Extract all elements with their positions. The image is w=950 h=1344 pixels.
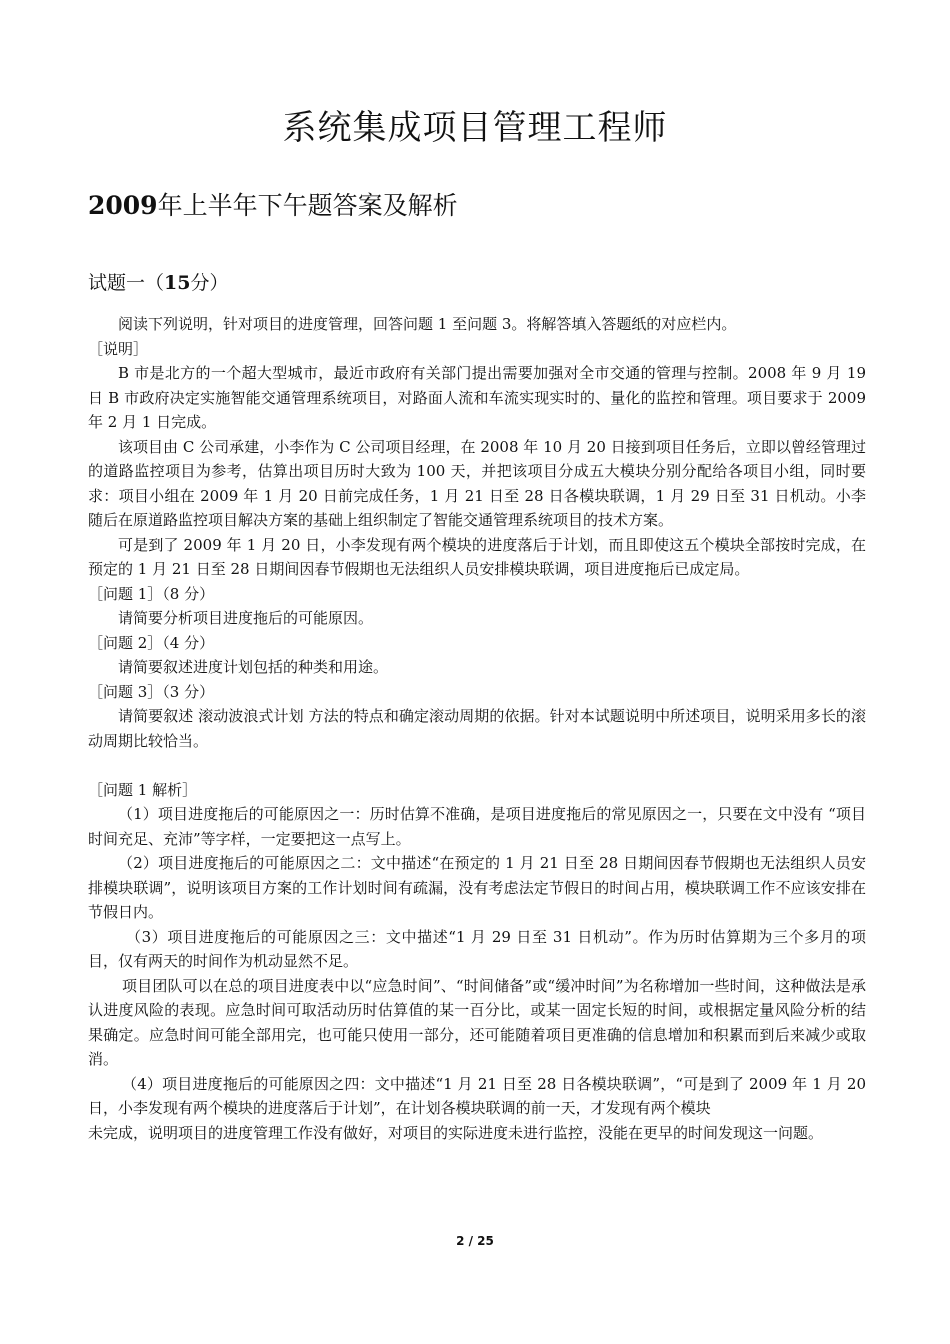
analysis-point-1: （1）项目进度拖后的可能原因之一：历时估算不准确，是项目进度拖后的常见原因之一，只要在文中没有 “项目时间充足、充沛”等字样，一定要把这一点写上。 xyxy=(88,805,866,848)
question-3-label: ［问题 3］（3 分） xyxy=(88,682,215,701)
question-heading xyxy=(88,268,228,295)
question-heading-end: 分） xyxy=(190,272,229,294)
analysis-point-3: （3）项目进度拖后的可能原因之三：文中描述“1 月 29 日至 31 日机动”。作为历时估算期为三个多月的项目，仅有两天的时间作为机动显然不足。 xyxy=(88,927,866,970)
spacer xyxy=(88,753,866,778)
explain-label: ［说明］ xyxy=(88,339,149,358)
scenario-paragraph-2: 该项目由 C 公司承建，小李作为 C 公司项目经理，在 2008 年 10 月 20 日接到项目任务后，立即以曾经管理过的道路监控项目为参考，估算出项目历时大致为 100 天，并把该项目分成五大模块分别分配给各项目小组，同时要求：项目小组在 2009 年 1 月 20 日前完成任务，1 月 21 日至 28 日各模块联调，1 月 29 日至 31 日机动。小李随后在原道路监控项目解决方案的基础上组织制定了智能交通管理系统项目的技术方案。 xyxy=(88,437,866,529)
document-body xyxy=(88,312,866,1145)
question-2-label: ［问题 2］（4 分） xyxy=(88,633,215,652)
question-heading-label: 试题一（ xyxy=(88,272,165,294)
page-number: 2 / 25 xyxy=(456,1234,494,1248)
question-2-text: 请简要叙述进度计划包括的种类和用途。 xyxy=(118,658,389,676)
analysis-point-4: （4）项目进度拖后的可能原因之四：文中描述“1 月 21 日至 28 日各模块联调”，“可是到了 2009 年 1 月 20 日，小李发现有两个模块的进度落后于计划”，在计划各模块联调的前一天，才发现有两个模块 xyxy=(88,1074,866,1117)
document-title: 系统集成项目管理工程师 xyxy=(282,108,668,148)
question-points: 15 xyxy=(164,272,191,294)
question-1-text: 请简要分析项目进度拖后的可能原因。 xyxy=(118,609,374,627)
question-3-text: 请简要叙述 滚动波浪式计划 方法的特点和确定滚动周期的依据。针对本试题说明中所述项目，说明采用多长的滚动周期比较恰当。 xyxy=(88,707,866,750)
analysis-label: ［问题 1 解析］ xyxy=(88,780,198,799)
document-subtitle xyxy=(88,186,458,222)
analysis-point-2: （2）项目进度拖后的可能原因之二：文中描述“在预定的 1 月 21 日至 28 日期间因春节假期也无法组织人员安排模块联调”，说明该项目方案的工作计划时间有疏漏，没有考虑法定节假日的时间占用，模块联调工作不应该安排在节假日内。 xyxy=(88,854,866,921)
subtitle-text: 年上半年下午题答案及解析 xyxy=(157,191,458,220)
analysis-point-4-continued: 未完成，说明项目的进度管理工作没有做好，对项目的实际进度未进行监控，没能在更早的时间发现这一问题。 xyxy=(88,1123,824,1142)
subtitle-year: 2009 xyxy=(88,191,158,220)
question-1-label: ［问题 1］（8 分） xyxy=(88,584,215,603)
intro-paragraph: 阅读下列说明，针对项目的进度管理，回答问题 1 至问题 3。将解答填入答题纸的对应栏内。 xyxy=(118,315,737,333)
scenario-paragraph-3: 可是到了 2009 年 1 月 20 日，小李发现有两个模块的进度落后于计划，而且即使这五个模块全部按时完成，在预定的 1 月 21 日至 28 日期间因春节假期也无法组织人员安排模块联调，项目进度拖后已成定局。 xyxy=(88,535,866,578)
scenario-paragraph-1: B 市是北方的一个超大型城市，最近市政府有关部门提出需要加强对全市交通的管理与控制。2008 年 9 月 19 日 B 市政府决定实施智能交通管理系统项目，对路面人流和车流实现实时的、量化的监控和管理。项目要求于 2009 年 2 月 1 日完成。 xyxy=(88,364,866,431)
analysis-point-3-detail: 项目团队可以在总的项目进度表中以“应急时间”、“时间储备”或“缓冲时间”为名称增加一些时间，这种做法是承认进度风险的表现。应急时间可取活动历时估算值的某一百分比，或某一固定长短的时间，或根据定量风险分析的结果确定。应急时间可能全部用完，也可能只使用一部分，还可能随着项目更准确的信息增加和积累而到后来减少或取消。 xyxy=(88,976,866,1068)
